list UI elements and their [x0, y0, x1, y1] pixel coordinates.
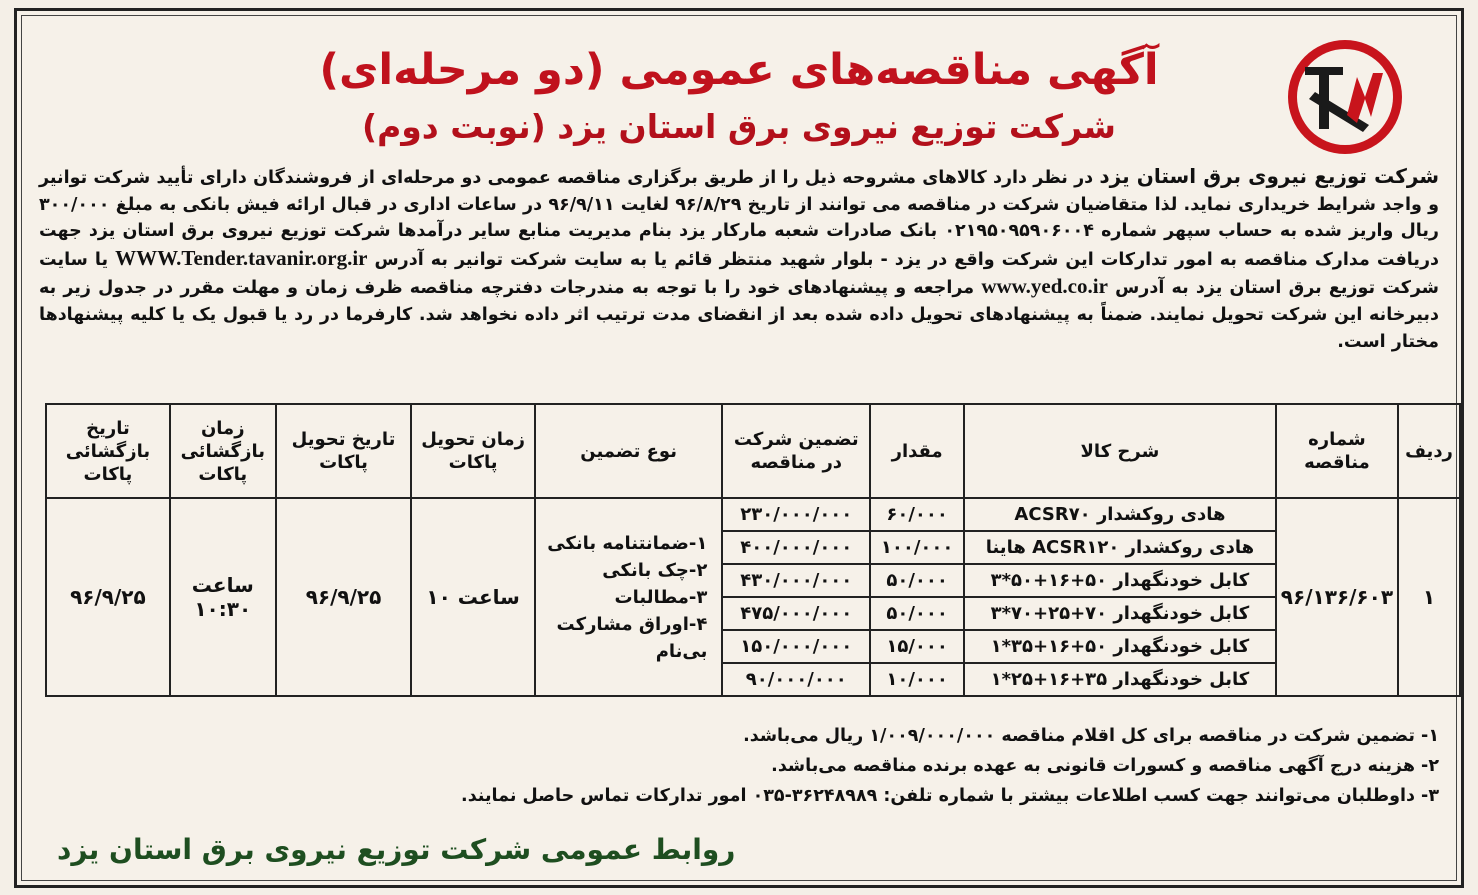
opening-time [170, 498, 276, 696]
col-header-delivery-time: زمان تحویل پاکات [411, 404, 535, 498]
item-desc: کابل خودنگهدار ۵۰+۱۶+۳۵*۱ [964, 630, 1276, 663]
guarantee-type-item: بی‌نام [655, 640, 708, 662]
col-header-guarantee-type: نوع تضمین [535, 404, 722, 498]
intro-text-3: مراجعه و پیشنهادهای خود را با توجه به مندرجات دفترچه مناقصه ظرف زمان و مهلت مقرر در جدول زیر به دبیرخانه این شرکت تحویل نمایند. ضمناً به پیشنهادهای تحویل داده شده بعد از انقضای مدت ترتیب اثر داده نخواهد شد. کارفرما در رد یا قبول یک یا کلیه پیشنهادها مختار است. [39, 278, 1439, 352]
guarantee-type-item: ۱-ضمانتنامه بانکی [547, 532, 708, 554]
item-qty: ۵۰/۰۰۰ [870, 597, 964, 630]
col-header-row: ردیف [1398, 404, 1460, 498]
item-guarantee: ۲۳۰/۰۰۰/۰۰۰ [722, 498, 870, 531]
item-desc: کابل خودنگهدار ۳۵+۱۶+۲۵*۱ [964, 663, 1276, 696]
item-guarantee: ۹۰/۰۰۰/۰۰۰ [722, 663, 870, 696]
col-header-tender-no: شماره مناقصه [1276, 404, 1398, 498]
item-guarantee: ۴۷۵/۰۰۰/۰۰۰ [722, 597, 870, 630]
tender-number: ۹۶/۱۳۶/۶۰۳ [1276, 498, 1398, 696]
tender-table [45, 403, 1461, 697]
yed-url: www.yed.co.ir [981, 274, 1108, 299]
intro-text-2: یا سایت شرکت توزیع برق استان یزد به آدرس [39, 249, 1440, 299]
item-desc: هادی روکشدار ACSR۷۰ [964, 498, 1276, 531]
item-desc: کابل خودنگهدار ۷۰+۲۵+۷۰*۳ [964, 597, 1276, 630]
table-header-row [46, 404, 1460, 498]
item-desc: هادی روکشدار ACSR۱۲۰ هاینا [964, 531, 1276, 564]
document-title: آگهی مناقصه‌های عمومی (دو مرحله‌ای) [319, 45, 1159, 95]
intro-company: شرکت توزیع نیروی برق استان یزد [1099, 164, 1439, 188]
guarantee-type-item: ۴-اوراق مشارکت [556, 613, 708, 635]
col-header-opening-date: تاریخ بازگشائی پاکات [46, 404, 170, 498]
note-item: ۲- هزینه درج آگهی مناقصه و کسورات قانونی به عهده برنده مناقصه می‌باشد. [771, 756, 1439, 776]
item-desc: کابل خودنگهدار ۵۰+۱۶+۵۰*۳ [964, 564, 1276, 597]
guarantee-types [535, 498, 722, 696]
note-item: ۱- تضمین شرکت در مناقصه برای کل اقلام مناقصه ۱/۰۰۹/۰۰۰/۰۰۰ ریال می‌باشد. [743, 726, 1439, 746]
table-row [46, 498, 1460, 531]
col-header-delivery-date: تاریخ تحویل پاکات [276, 404, 412, 498]
document-page [14, 8, 1464, 888]
item-qty: ۱۰۰/۰۰۰ [870, 531, 964, 564]
notes-list [39, 721, 1439, 811]
footer-signature: روابط عمومی شرکت توزیع نیروی برق استان یزد [57, 833, 736, 866]
delivery-date: ۹۶/۹/۲۵ [276, 498, 412, 696]
document-subtitle: شرکت توزیع نیروی برق استان یزد (نوبت دوم) [362, 107, 1116, 146]
item-guarantee: ۴۰۰/۰۰۰/۰۰۰ [722, 531, 870, 564]
item-qty: ۱۵/۰۰۰ [870, 630, 964, 663]
tavanir-url: WWW.Tender.tavanir.org.ir [115, 245, 368, 270]
col-header-opening-time: زمان بازگشائی پاکات [170, 404, 276, 498]
opening-time-value: ۱۰:۳۰ [194, 597, 252, 621]
item-guarantee: ۱۵۰/۰۰۰/۰۰۰ [722, 630, 870, 663]
item-guarantee: ۴۳۰/۰۰۰/۰۰۰ [722, 564, 870, 597]
item-qty: ۱۰/۰۰۰ [870, 663, 964, 696]
delivery-time: ساعت ۱۰ [411, 498, 535, 696]
col-header-guarantee: تضمین شرکت در مناقصه [722, 404, 870, 498]
col-header-qty: مقدار [870, 404, 964, 498]
note-item: ۳- داوطلبان می‌توانند جهت کسب اطلاعات بیشتر با شماره تلفن: ۳۶۲۴۸۹۸۹-۰۳۵ امور تدارکات تماس حاصل نمایند. [461, 786, 1439, 806]
item-qty: ۶۰/۰۰۰ [870, 498, 964, 531]
row-number: ۱ [1398, 498, 1460, 696]
guarantee-type-item: ۳-مطالبات [614, 586, 708, 608]
intro-paragraph [39, 163, 1439, 355]
intro-text-1: در نظر دارد کالاهای مشروحه ذیل را از طریق برگزاری مناقصه عمومی دو مرحله‌ای از فروشندگان دارای تأیید شرکت توانیر و واجد شرایط خریداری نماید. لذا متقاضیان شرکت در مناقصه می توانند از تاریخ ۹۶/۸/۲۹ لغایت ۹۶/۹/۱۱ در ساعات اداری در قبال ارائه فیش بانکی به مبلغ ۳۰۰/۰۰۰ ریال واریز شده به حساب سپهر شماره ۰۲۱۹۵۰۹۵۹۰۶۰۰۴ بانک صادرات شعبه مارکار یزد بنام مدیریت منابع سایر درآمدها شرکت توزیع نیروی برق استان یزد جهت دریافت مدارک مناقصه به امور تدارکات این شرکت واقع در یزد - بلوار شهید منتظر قائم یا به سایت شرکت توانیر به آدرس [39, 168, 1440, 270]
guarantee-type-item: ۲-چک بانکی [602, 559, 708, 581]
opening-date: ۹۶/۹/۲۵ [46, 498, 170, 696]
item-qty: ۵۰/۰۰۰ [870, 564, 964, 597]
opening-time-label: ساعت [191, 573, 254, 597]
col-header-item: شرح کالا [964, 404, 1276, 498]
